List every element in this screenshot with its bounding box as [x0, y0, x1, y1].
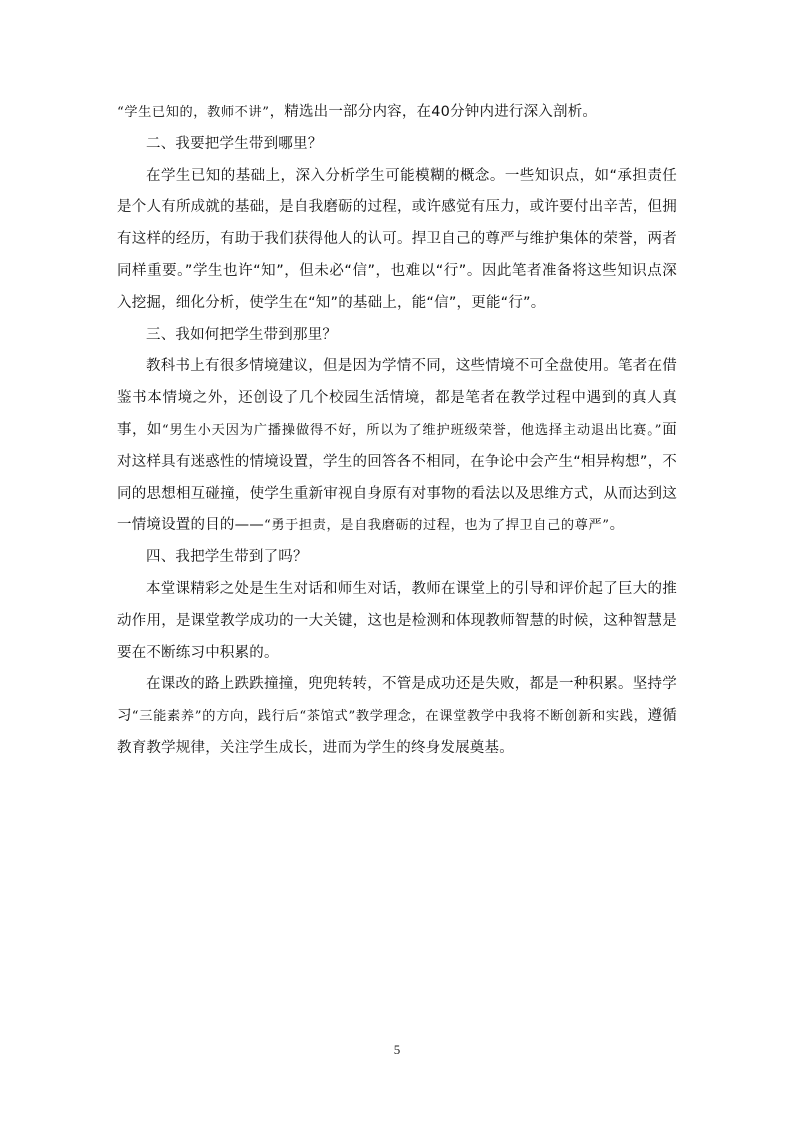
paragraph-3-quote: “男生小天因为广播操做得不好，所以为了维护班级荣誉，他选择主动退出比赛。”	[161, 422, 663, 438]
paragraph-3-text-after: 。	[609, 517, 625, 534]
section-heading-4: 四、我把学生带到了吗？	[146, 549, 308, 566]
paragraph-3-text-middle: 面对这样具有迷惑性的情境设置，学生的回答各不相同，在争论中会产生“相异构想”，不同的思想相互碰撞，使学生重新审视自身原有对事物的看法以及思维方式，从而达到这一情境设置的目的——	[117, 421, 677, 534]
paragraph-2: 在学生已知的基础上，深入分析学生可能模糊的概念。一些知识点，如“承担责任是个人有所成就的基础，是自我磨砺的过程，或许感觉有压力，或许要付出辛苦，但拥有这样的经历，有助于我们获得他人的认可。捍卫自己的尊严与维护集体的荣誉，两者同样重要。”学生也许“知”，但未必“信”，也难以“行”。因此笔者准备将这些知识点深入挖掘，细化分析，使学生在“知”的基础上，能“信”，更能“行”。	[117, 167, 677, 311]
paragraph-5-quote: “三能素养”的方向，践行后“茶馆式”教学理念，在课堂教学中我将不断创新和实践，	[131, 709, 648, 725]
document-body	[117, 97, 677, 765]
paragraph-5-text-before: 在课改的路上跌跌撞撞，兜兜转转，不管是成功还是失败，都是一种积累。坚持学习	[117, 676, 677, 725]
page-number: 5	[393, 1042, 401, 1057]
paragraph-1-quote: “学生已知的，教师不讲”	[117, 105, 270, 120]
paragraph-5-text-after: 遵循教育教学规律，关注学生成长，进而为学生的终身发展奠基。	[117, 708, 677, 756]
paragraph-3	[117, 351, 677, 542]
paragraph-4: 本堂课精彩之处是生生对话和师生对话，教师在课堂上的引导和评价起了巨大的推动作用，是课堂教学成功的一大关键，这也是检测和体现教师智慧的时候，这种智慧是要在不断练习中积累的。	[117, 580, 677, 661]
paragraph-1-text: ，精选出一部分内容，在40分钟内进行深入剖析。	[269, 104, 598, 120]
paragraph-1	[117, 97, 677, 129]
paragraph-5	[117, 669, 677, 764]
paragraph-3-quote-2: “勇于担责，是自我磨砺的过程，也为了捍卫自己的尊严”	[264, 518, 610, 534]
paragraph-3-text-before: 教科书上有很多情境建议，但是因为学情不同，这些情境不可全盘使用。笔者在借鉴书本情境之外，还创设了几个校园生活情境，都是笔者在教学过程中遇到的真人真事，如	[117, 358, 677, 438]
section-heading-2: 二、我要把学生带到哪里？	[146, 135, 323, 152]
section-heading-3: 三、我如何把学生带到那里？	[146, 326, 338, 343]
